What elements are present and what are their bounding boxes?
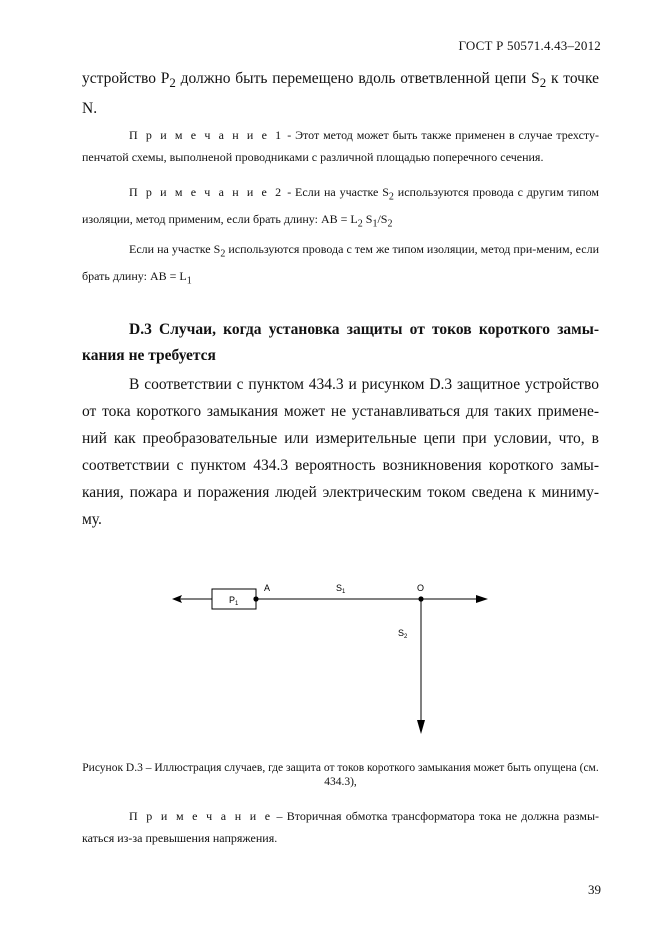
note-2 [82, 181, 599, 236]
text-run: устройство Р [82, 70, 170, 87]
note-label: П р и м е ч а н и е [129, 809, 273, 823]
text-run: должно быть перемещено вдоль ответвленной цепи S [175, 70, 540, 87]
note-label: П р и м е ч а н и е 1 [129, 128, 284, 142]
device-label: $P_1$ [229, 595, 239, 607]
text-run: используются провода с другим типом изоляции, метод применим, если брать длину: АВ = L [82, 185, 599, 227]
note-text: – Вторичная обмотка трансформатора тока не должна размы-каться из-за превышения напряжения. [82, 809, 599, 845]
continuation-paragraph [82, 66, 599, 122]
text-run: используются провода с тем же типом изоляции, метод при-меним, если брать длину: АВ = L [82, 242, 600, 284]
note-3 [82, 238, 599, 293]
note-label: П р и м е ч а н и е 2 [129, 185, 284, 199]
subscript: 2 [539, 75, 547, 91]
section-paragraph: В соответствии с пунктом 434.3 и рисунком D.3 защитное устройство от тока короткого замыкания может не устанавливаться для таких примене-ний как преобразовательные или измерительные цепи при условии, что, в соответствии с пунктом 434.3 вероятность возникновения короткого замы-кания, пожара и поражения людей электрическим током сведена к миниму-му. [82, 376, 599, 528]
figure-caption: Рисунок D.3 – Иллюстрация случаев, где защита от токов короткого замыкания может быть опущена (см. 434.3), [82, 762, 599, 788]
subscript: 2 [387, 218, 393, 230]
note-4 [82, 805, 599, 849]
note-1 [82, 124, 599, 168]
subscript: 1 [372, 218, 378, 230]
subscript: 2 [357, 218, 363, 230]
branch-arrow [417, 720, 425, 734]
subscript: 2 [169, 75, 176, 91]
subscript: 2 [388, 191, 394, 203]
text-run: S [362, 212, 373, 227]
label-s2: $S_2$ [398, 628, 408, 640]
text-run: N. [82, 100, 98, 118]
circuit-diagram [170, 578, 500, 738]
label-a: A [264, 583, 271, 593]
subscript: 2 [220, 248, 226, 260]
label-o: O [417, 583, 425, 593]
output-arrow [476, 595, 488, 603]
node-a [253, 596, 258, 601]
document-code: ГОСТ Р 50571.4.43–2012 [458, 38, 601, 53]
text-run: /S [377, 212, 388, 227]
subscript: 1 [186, 275, 192, 287]
page-number: 39 [588, 882, 601, 897]
note-text: - Этот метод может быть также применен в случае трехсту-пенчатой схемы, выполненой проводниками с различной площадью поперечного сечения. [82, 128, 599, 164]
text-run: Если на участке S [129, 242, 221, 256]
text-run: к точке [546, 70, 599, 87]
section-heading: D.3 Случаи, когда установка защиты от токов короткого замы-кания не требуется [82, 321, 599, 364]
text-run: - Если на участке S [283, 185, 389, 199]
label-s1: $S_1$ [336, 583, 346, 595]
